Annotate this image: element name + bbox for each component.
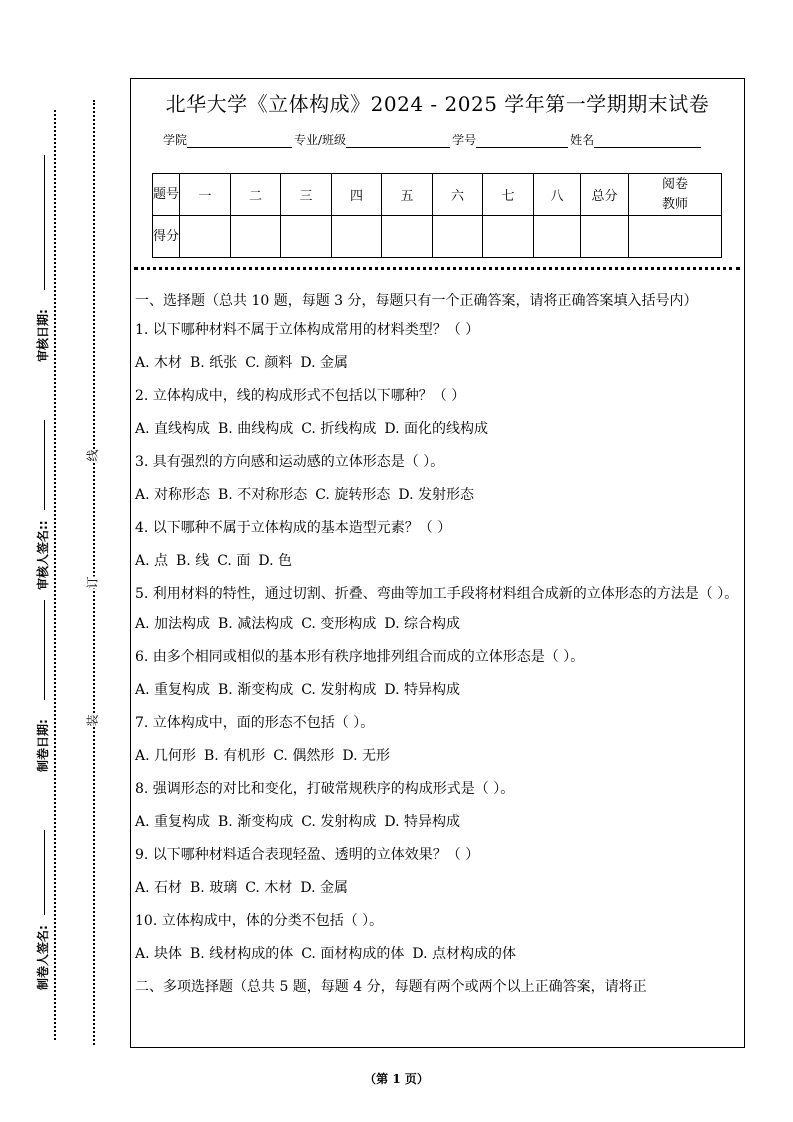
score-input-total[interactable] xyxy=(581,216,629,258)
option-a[interactable]: A. 对称形态 xyxy=(135,487,211,503)
option-c[interactable]: C. 面材构成的体 xyxy=(301,946,405,962)
section2-header: 二、多项选择题（总共 5 题，每题 4 分，每题有两个或两个以上正确答案，请将正 xyxy=(135,979,647,995)
score-cell-3: 三 xyxy=(281,174,332,216)
option-b[interactable]: B. 有机形 xyxy=(204,748,266,764)
option-b[interactable]: B. 渐变构成 xyxy=(218,814,294,830)
review-date-label: 审核日期: xyxy=(36,309,50,362)
option-b[interactable]: B. 减法构成 xyxy=(218,616,294,632)
score-cell-grader: 阅卷教师 xyxy=(629,174,722,216)
question-7-options xyxy=(135,745,741,778)
page-number: （第 1 页） xyxy=(364,1072,429,1086)
questions-content xyxy=(135,289,741,1009)
score-cell-6: 六 xyxy=(433,174,483,216)
score-input-grader[interactable] xyxy=(629,216,722,258)
question-3: 3. 具有强烈的方向感和运动感的立体形态是（ ）。 xyxy=(135,454,445,470)
question-10: 10. 立体构成中，体的分类不包括（ ）。 xyxy=(135,913,384,929)
option-d[interactable]: D. 无形 xyxy=(342,748,390,764)
option-b[interactable]: B. 曲线构成 xyxy=(218,421,294,437)
question-8: 8. 强调形态的对比和变化，打破常规秩序的构成形式是（ ）。 xyxy=(135,781,515,797)
question-2: 2. 立体构成中，线的构成形式不包括以下哪种？（ ） xyxy=(135,388,466,404)
question-2-options xyxy=(135,418,741,451)
option-a[interactable]: A. 木材 xyxy=(135,355,183,371)
option-c[interactable]: C. 发射构成 xyxy=(301,814,377,830)
score-input-6[interactable] xyxy=(433,216,483,258)
option-c[interactable]: C. 面 xyxy=(217,553,251,569)
option-a[interactable]: A. 石材 xyxy=(135,880,183,896)
option-c[interactable]: C. 颜料 xyxy=(245,355,293,371)
name-field[interactable] xyxy=(594,133,701,148)
question-3-options xyxy=(135,484,741,517)
question-10-options xyxy=(135,943,741,976)
score-table xyxy=(152,173,722,258)
option-c[interactable]: C. 变形构成 xyxy=(301,616,377,632)
question-9: 9. 以下哪种材料适合表现轻盈、透明的立体效果？（ ） xyxy=(135,847,480,863)
dotted-separator xyxy=(134,267,740,270)
question-9-options xyxy=(135,877,741,910)
score-input-5[interactable] xyxy=(382,216,433,258)
score-cell-4: 四 xyxy=(332,174,382,216)
option-a[interactable]: A. 重复构成 xyxy=(135,682,211,698)
student-info-row xyxy=(163,131,703,148)
paper-date-line xyxy=(44,600,45,700)
score-cell-8: 八 xyxy=(534,174,581,216)
option-a[interactable]: A. 几何形 xyxy=(135,748,197,764)
review-date-line xyxy=(44,155,45,290)
cut-line-char-ding: 订 xyxy=(85,576,100,589)
option-a[interactable]: A. 直线构成 xyxy=(135,421,211,437)
score-input-7[interactable] xyxy=(483,216,534,258)
option-d[interactable]: D. 金属 xyxy=(300,355,348,371)
option-b[interactable]: B. 线 xyxy=(176,553,210,569)
name-label: 姓名 xyxy=(570,133,595,147)
option-b[interactable]: B. 线材构成的体 xyxy=(190,946,294,962)
question-1-options xyxy=(135,352,741,385)
score-input-2[interactable] xyxy=(231,216,281,258)
score-cell-1: 一 xyxy=(180,174,231,216)
option-d[interactable]: D. 面化的线构成 xyxy=(384,421,488,437)
option-d[interactable]: D. 点材构成的体 xyxy=(412,946,516,962)
option-c[interactable]: C. 偶然形 xyxy=(273,748,335,764)
score-cell-total: 总分 xyxy=(581,174,629,216)
exam-title: 北华大学《立体构成》2024 - 2025 学年第一学期期末试卷 xyxy=(165,92,710,116)
question-1: 1. 以下哪种材料不属于立体构成常用的材料类型？（ ） xyxy=(135,322,480,338)
score-input-3[interactable] xyxy=(281,216,332,258)
option-c[interactable]: C. 木材 xyxy=(245,880,293,896)
option-b[interactable]: B. 纸张 xyxy=(190,355,238,371)
paper-maker-signature-label: 制卷人签名: xyxy=(36,925,50,990)
binding-dotted-line-inner xyxy=(93,100,95,1045)
option-d[interactable]: D. 发射形态 xyxy=(398,487,474,503)
major-class-label: 专业/班级 xyxy=(294,133,347,147)
option-c[interactable]: C. 折线构成 xyxy=(301,421,377,437)
score-cell-7: 七 xyxy=(483,174,534,216)
option-a[interactable]: A. 块体 xyxy=(135,946,183,962)
college-field[interactable] xyxy=(187,133,292,148)
section1-header: 一、选择题（总共 10 题，每题 3 分，每题只有一个正确答案，请将正确答案填入括号内） xyxy=(135,293,698,309)
student-id-label: 学号 xyxy=(452,133,477,147)
score-cell-5: 五 xyxy=(382,174,433,216)
option-a[interactable]: A. 重复构成 xyxy=(135,814,211,830)
paper-maker-signature-line xyxy=(44,830,45,915)
option-a[interactable]: A. 点 xyxy=(135,553,169,569)
question-8-options xyxy=(135,811,741,844)
option-b[interactable]: B. 玻璃 xyxy=(190,880,238,896)
option-c[interactable]: C. 发射构成 xyxy=(301,682,377,698)
score-table-header-row xyxy=(153,174,722,216)
reviewer-signature-label: 审核人签名:: xyxy=(36,520,50,590)
score-input-1[interactable] xyxy=(180,216,231,258)
question-6: 6. 由多个相同或相似的基本形有秩序地排列组合而成的立体形态是（ ）。 xyxy=(135,649,585,665)
cut-line-char-zhuang: 装 xyxy=(85,714,100,727)
question-4: 4. 以下哪种不属于立体构成的基本造型元素？（ ） xyxy=(135,520,452,536)
score-cell-question-no: 题号 xyxy=(153,174,180,216)
college-label: 学院 xyxy=(163,133,188,147)
option-d[interactable]: D. 特异构成 xyxy=(384,682,460,698)
major-class-field[interactable] xyxy=(346,133,450,148)
option-d[interactable]: D. 金属 xyxy=(300,880,348,896)
option-b[interactable]: B. 渐变构成 xyxy=(218,682,294,698)
score-cell-2: 二 xyxy=(231,174,281,216)
option-d[interactable]: D. 色 xyxy=(258,553,292,569)
option-a[interactable]: A. 加法构成 xyxy=(135,616,211,632)
question-4-options xyxy=(135,550,741,583)
binding-dotted-line-outer xyxy=(54,110,56,1040)
option-b[interactable]: B. 不对称形态 xyxy=(218,487,308,503)
question-6-options xyxy=(135,679,741,712)
reviewer-signature-line xyxy=(44,420,45,510)
paper-date-label: 制卷日期: xyxy=(36,719,50,772)
question-5: 5. 利用材料的特性，通过切割、折叠、弯曲等加工手段将材料组合成新的立体形态的方法是（ ）。 xyxy=(135,586,739,602)
score-table-score-row xyxy=(153,216,722,258)
option-d[interactable]: D. 特异构成 xyxy=(384,814,460,830)
student-id-field[interactable] xyxy=(476,133,568,148)
cut-line-char-xian: 线 xyxy=(85,449,100,462)
question-5-options xyxy=(135,613,741,646)
option-c[interactable]: C. 旋转形态 xyxy=(315,487,391,503)
score-cell-score-label: 得分 xyxy=(153,216,180,258)
score-input-8[interactable] xyxy=(534,216,581,258)
score-input-4[interactable] xyxy=(332,216,382,258)
question-7: 7. 立体构成中，面的形态不包括（ ）。 xyxy=(135,715,375,731)
option-d[interactable]: D. 综合构成 xyxy=(384,616,460,632)
